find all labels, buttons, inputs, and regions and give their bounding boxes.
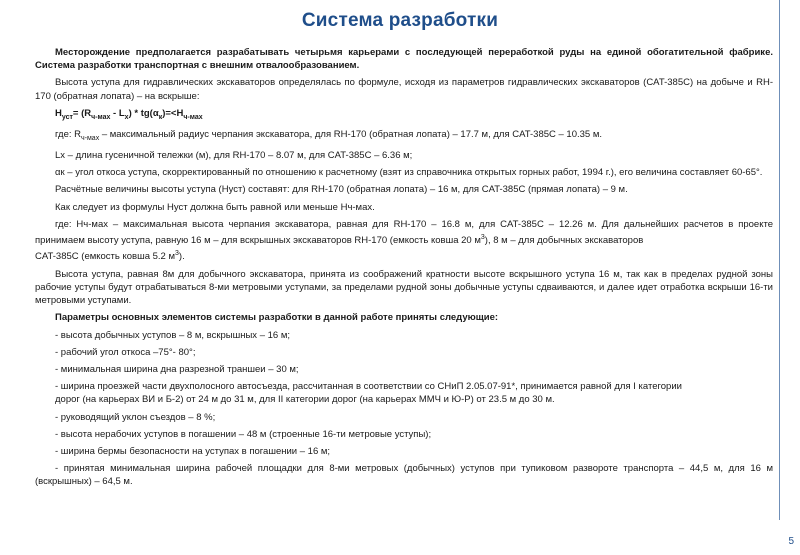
condition-paragraph: Как следует из формулы Нуст должна быть равной или меньше Нч-мах. xyxy=(55,201,375,213)
formula-tg: ) * tg(α xyxy=(128,107,159,119)
calculated-values-paragraph: Расчётные величины высоты уступа (Нуст) составят: для RH-170 (обратная лопата) – 16 м, для CAT-385C (прямая лопата) – 9 м. xyxy=(55,184,628,196)
formula-l-sub: х xyxy=(124,113,129,121)
formula-end-sub: ч-мах xyxy=(183,113,203,121)
where-r-paragraph xyxy=(35,128,773,145)
formula-h: H xyxy=(55,107,62,119)
param-item: дорог (на карьерах ВИ и Б-2) от 24 м до 31 м, для II категории дорог (на карьерах ММЧ и Ю-Р) от 23.5 м до 30 м. xyxy=(55,394,555,406)
params-heading: Параметры основных элементов системы разработки в данной работе приняты следующие: xyxy=(55,312,499,324)
alpha-paragraph: αк – угол откоса уступа, скорректированный по отношению к расчетному (взят из справочника открытых горных работ, 1994 г.), его величина составляет 60-65°. xyxy=(55,167,763,179)
bench-height-paragraph: Высота уступа для гидравлических экскаваторов определялась по формуле, исходя из параметров гидравлических экскаваторов (CAT-385C) на добыче и RH-170 (обратная лопата) – на вскрыше: xyxy=(35,77,773,102)
bench-height-formula xyxy=(35,107,773,124)
where-h-text-4: ). xyxy=(178,251,185,263)
formula-r-sub: ч-мах xyxy=(91,113,111,121)
where-r-label: где: R xyxy=(55,128,82,140)
param-item: - принятая минимальная ширина рабочей площадки для 8-ми метровых (добычных) уступов при тупиковом развороте транспорта – 44,5 м, для 16 м (вскрышных) – 64,5 м. xyxy=(35,463,773,488)
slide-border-line xyxy=(779,0,780,520)
document-body xyxy=(35,46,773,493)
cubic-sup-1: 3 xyxy=(480,234,485,242)
where-h-paragraph xyxy=(35,218,773,264)
where-h-text-3: CAT-385C (емкость ковша 5.2 м xyxy=(35,251,176,263)
formula-a-sub: к xyxy=(158,113,163,121)
where-h-text-2: ), 8 м – для добычных экскаваторов xyxy=(484,235,644,247)
where-r-text: – максимальный радиус черпания экскаватора, для RH-170 (обратная лопата) – 17.7 м, для CAT-385C – 10.35 м. xyxy=(99,128,603,140)
param-item: - высота нерабочих уступов в погашении – 48 м (строенные 16-ти метровые уступы); xyxy=(55,428,432,440)
page-number: 5 xyxy=(788,536,794,547)
intro-paragraph: Месторождение предполагается разрабатывать четырьмя карьерами с последующей переработкой руды на единой обогатительной фабрике. Система разработки транспортная с внешним отвалообразованием. xyxy=(35,47,773,72)
param-item: - ширина проезжей части двухполосного автосъезда, рассчитанная в соответствии со СНиП 2.05.07-91*, принимается равной для I категории xyxy=(55,381,682,393)
formula-h-sub: уст xyxy=(61,113,73,121)
cubic-sup-2: 3 xyxy=(175,250,179,258)
where-h-text-1: где: Нч-мах – максимальная высота черпания экскаватора, равная для RH-170 – 16.8 м, для CAT-385C – 12.26 м. Для дальнейших расчетов в проекте принимаем высоту уступа, равную 16 м – для вскрышных экскаваторов RH-170 (емкость ковша 20 м xyxy=(35,218,773,247)
param-item: - рабочий угол откоса –75°- 80°; xyxy=(55,346,196,358)
param-item: - ширина бермы безопасности на уступах в погашении – 16 м; xyxy=(55,445,331,457)
height-8m-paragraph: Высота уступа, равная 8м для добычного экскаватора, принята из соображений кратности высоте вскрышного уступа 16 м, так как в пределах рудной зоны рабочие уступы будут отрабатываться 8-ми метровыми уступами, за пределами рудной зоны добычные уступы сдваиваются, и далее идет отработка вскрыши 16-ти метровыми уступами. xyxy=(35,268,773,307)
param-item: - высота добычных уступов – 8 м, вскрышных – 16 м; xyxy=(55,329,290,341)
formula-end: )=<H xyxy=(162,107,184,119)
formula-minus: - L xyxy=(110,107,125,119)
formula-eq1: = (R xyxy=(72,107,92,119)
where-r-sub: ч-мах xyxy=(81,134,100,142)
page-title: Система разработки xyxy=(301,10,499,31)
param-item: - руководящий уклон съездов – 8 %; xyxy=(55,411,216,423)
param-item: - минимальная ширина дна разрезной траншеи – 30 м; xyxy=(55,363,299,375)
lx-paragraph: Lх – длина гусеничной тележки (м), для RH-170 – 8.07 м, для CAT-385C – 6.36 м; xyxy=(55,150,413,161)
